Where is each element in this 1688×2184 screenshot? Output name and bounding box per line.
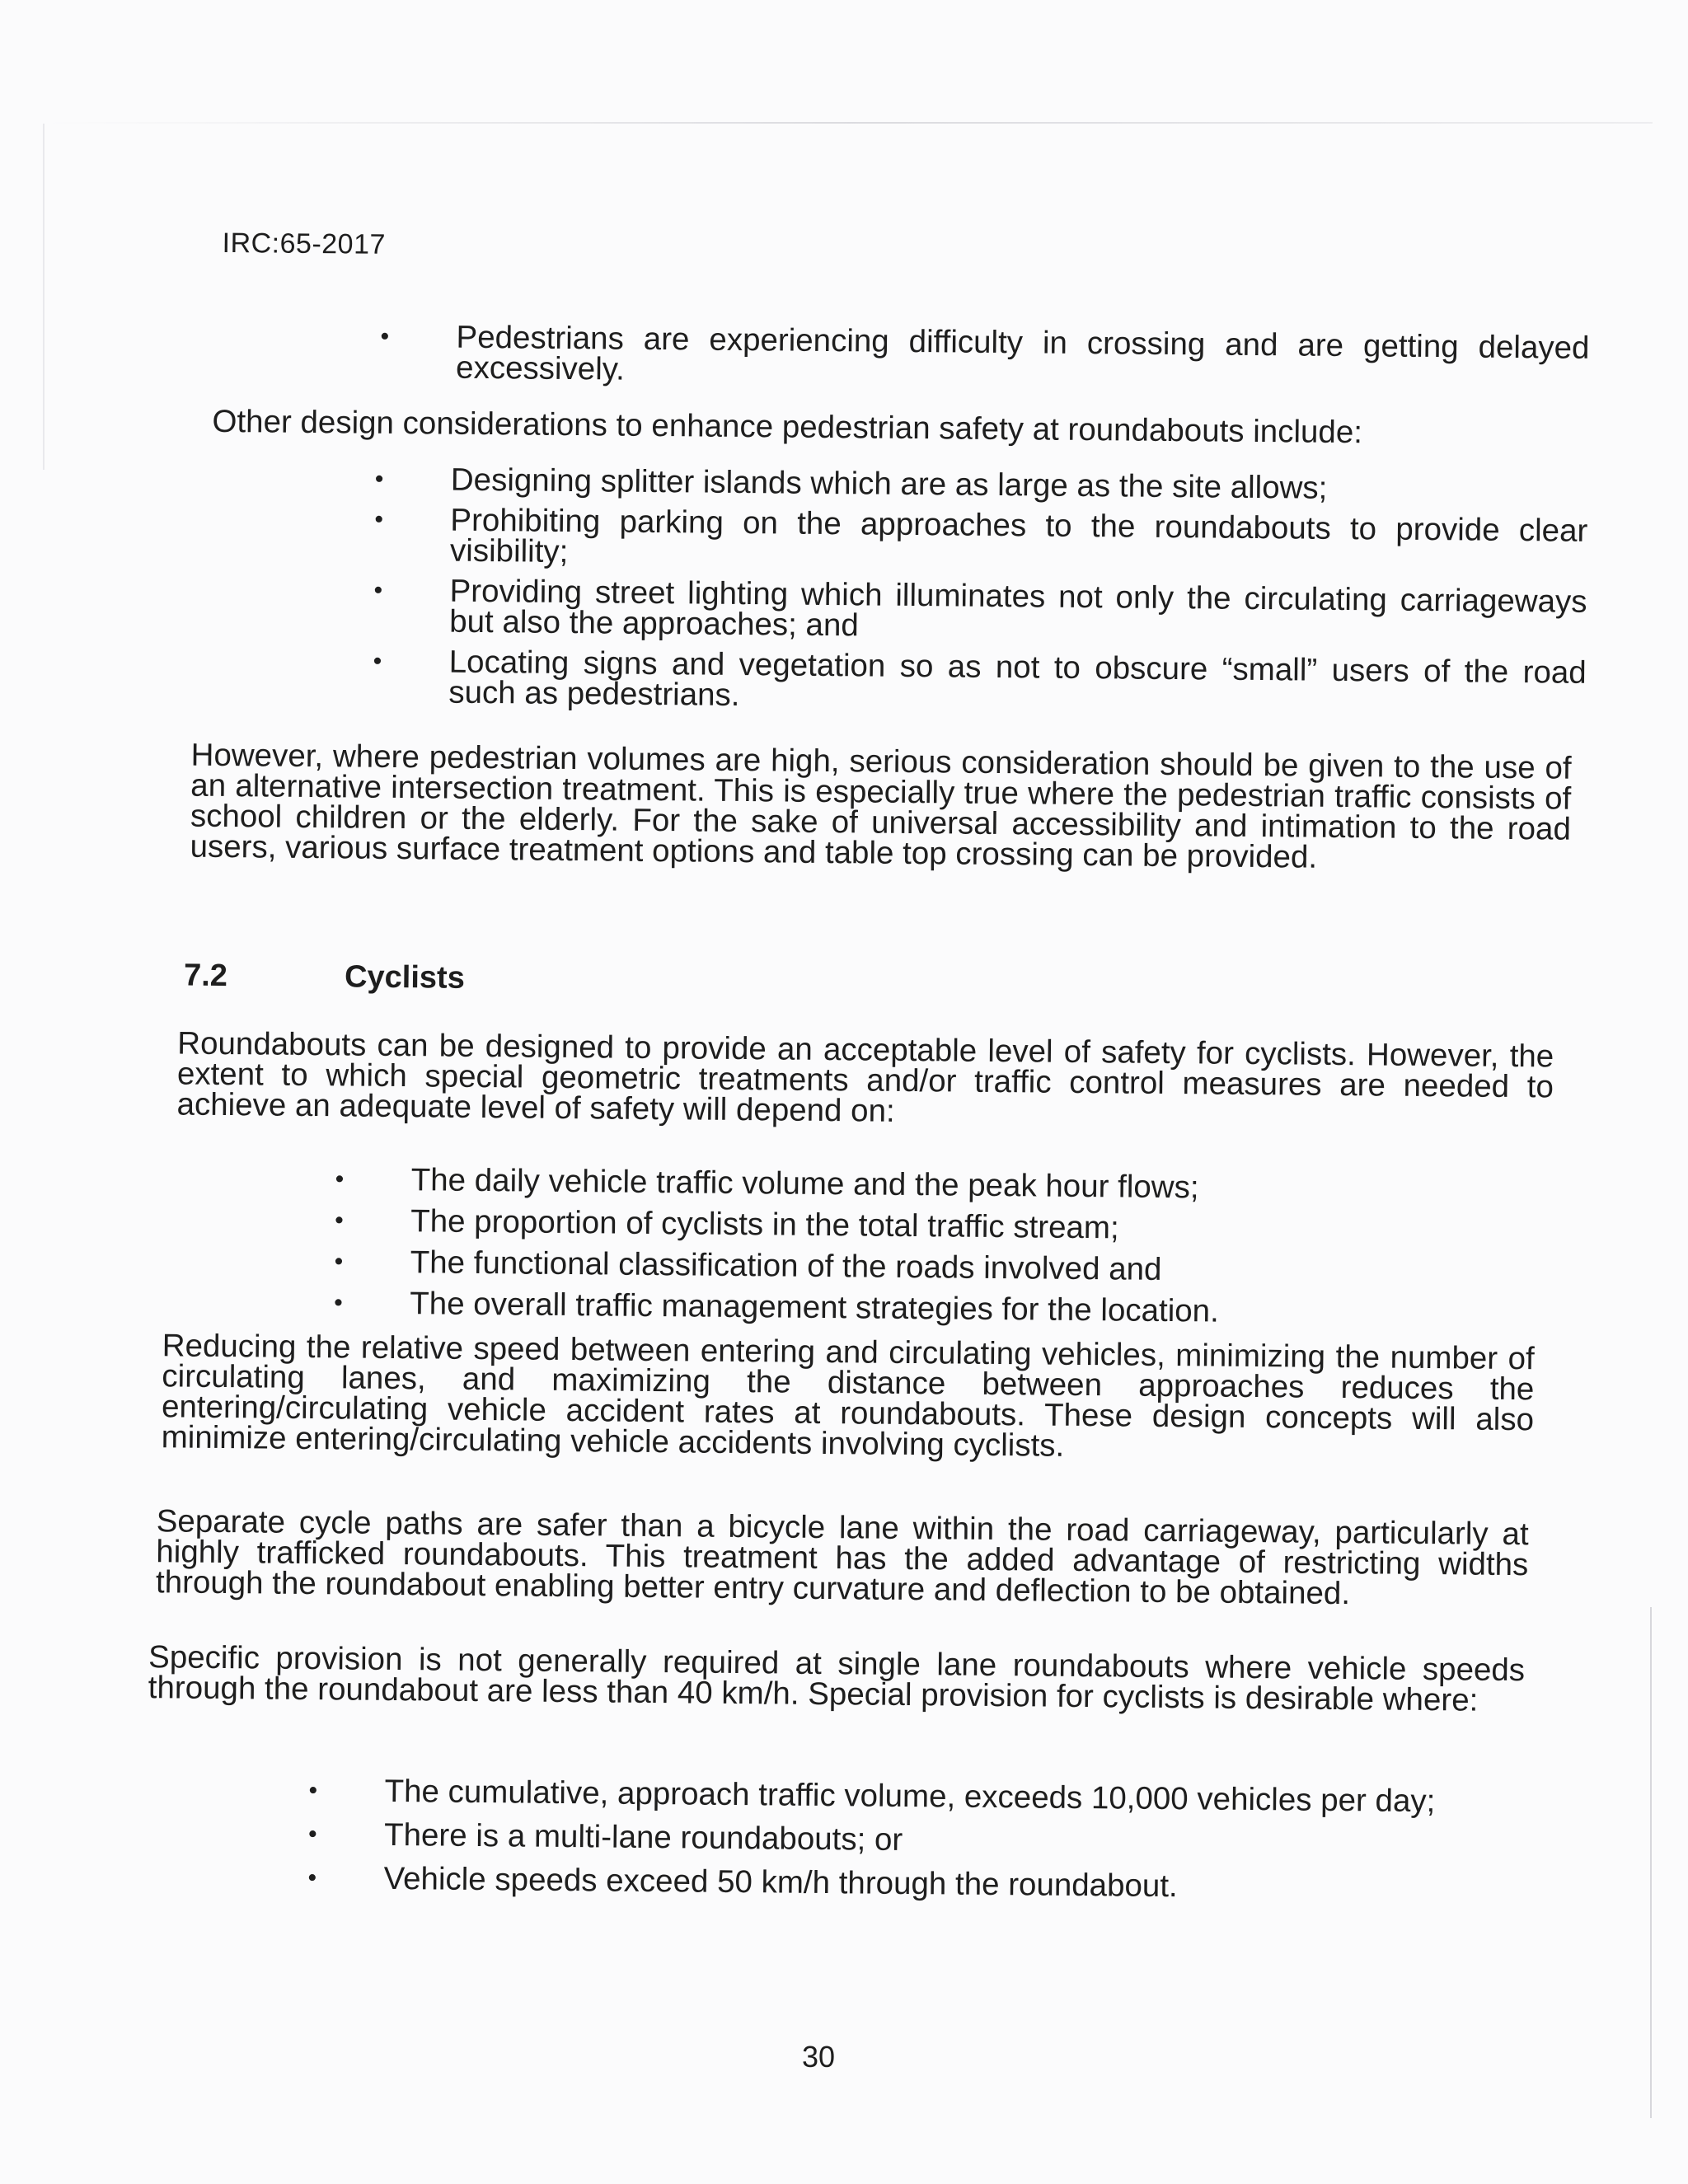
- specific-paragraph: Specific provision is not generally required at single lane roundabouts where vehicle speeds through the roundabout are less than 40 km/h. Special provision for cyclists is desirable where:: [148, 1639, 1526, 1718]
- page-number: 30: [802, 2040, 836, 2074]
- bullet-icon: •: [307, 1864, 317, 1892]
- separate-paragraph: Separate cycle paths are safer than a bicycle lane within the road carriageway, particularly at highly trafficked roundabouts. This treatment has the added advantage of restricting widths through the roundabout enabling better entry curvature and deflection to be obtained.: [155, 1503, 1529, 1612]
- bullet-icon: •: [373, 576, 383, 604]
- list-item: [373, 573, 1587, 648]
- list-item: [307, 1860, 1533, 1905]
- section-title: Cyclists: [344, 959, 466, 996]
- list-item: [307, 1816, 1534, 1861]
- list-item: [373, 644, 1587, 719]
- list-item: [335, 1203, 1548, 1247]
- list-item-text: The proportion of cyclists in the total traffic stream;: [410, 1203, 1119, 1246]
- bullet-icon: •: [334, 1248, 344, 1276]
- list-item-text: Prohibiting parking on the approaches to the roundabouts to provide clear visibility;: [449, 502, 1588, 569]
- cyclist-bullet-list: [334, 1162, 1549, 1329]
- list-item-text: Vehicle speeds exceed 50 km/h through the roundabout.: [383, 1860, 1178, 1905]
- list-item: [335, 1162, 1549, 1206]
- cyclist-intro-paragraph: Roundabouts can be designed to provide an acceptable level of safety for cyclists. However, the extent to which special geometric treatments and/or traffic control measures are needed to achieve an adequate level of safety will depend on:: [176, 1025, 1554, 1129]
- bullet-icon: •: [308, 1777, 318, 1805]
- list-item: [380, 319, 1590, 394]
- list-item: [334, 1244, 1548, 1288]
- bullet-icon: •: [335, 1207, 344, 1235]
- list-item: [308, 1773, 1534, 1820]
- pedestrian-bullet-list: [373, 462, 1588, 719]
- list-item-text: Pedestrians are experiencing difficulty in crossing and are getting delayed excessively.: [455, 319, 1590, 387]
- bullet-icon: •: [373, 647, 382, 675]
- bullet-icon: •: [307, 1821, 317, 1849]
- list-item: [374, 462, 1588, 506]
- bullet-icon: •: [380, 322, 390, 350]
- section-number: 7.2: [183, 958, 228, 994]
- list-item-text: The daily vehicle traffic volume and the peak hour flows;: [410, 1162, 1199, 1206]
- list-item-text: There is a multi-lane roundabouts; or: [383, 1816, 903, 1858]
- reducing-paragraph: Reducing the relative speed between entering and circulating vehicles, minimizing the number of circulating lanes, and maximizing the distance between approaches reduces the entering/circulating vehicle accident rates at roundabouts. These design concepts will also minimize entering/circulating vehicle accidents involving cyclists.: [161, 1328, 1535, 1464]
- list-item-text: The overall traffic management strategies for the location.: [410, 1286, 1219, 1329]
- list-item: [334, 1286, 1547, 1329]
- list-item-text: Designing splitter islands which are as large as the site allows;: [450, 462, 1328, 506]
- bullet-icon: •: [374, 505, 384, 533]
- list-item: [374, 502, 1588, 577]
- bullet-icon: •: [334, 1289, 343, 1317]
- intro-other-paragraph: Other design considerations to enhance pedestrian safety at roundabouts include:: [212, 403, 1363, 451]
- however-paragraph: However, where pedestrian volumes are high, serious consideration should be given to the use of an alternative intersection treatment. This is especially true where the pedestrian traffic consists of school children or the elderly. For the sake of universal accessibility and intimation to the road users, various surface treatment options and table top crossing can be provided.: [190, 737, 1572, 875]
- provision-bullet-list: [307, 1773, 1534, 1905]
- list-item-text: The functional classification of the roads involved and: [410, 1244, 1162, 1287]
- bullet-icon: •: [335, 1165, 345, 1193]
- list-item-text: Providing street lighting which illuminates not only the circulating carriageways but also the approaches; and: [449, 573, 1587, 644]
- top-bullet-list: [380, 319, 1590, 394]
- list-item-text: Locating signs and vegetation so as not to obscure “small” users of the road such as pedestrians.: [448, 644, 1587, 713]
- list-item-text: The cumulative, approach traffic volume, exceeds 10,000 vehicles per day;: [384, 1773, 1436, 1820]
- bullet-icon: •: [374, 465, 384, 493]
- document-code: IRC:65-2017: [222, 227, 387, 260]
